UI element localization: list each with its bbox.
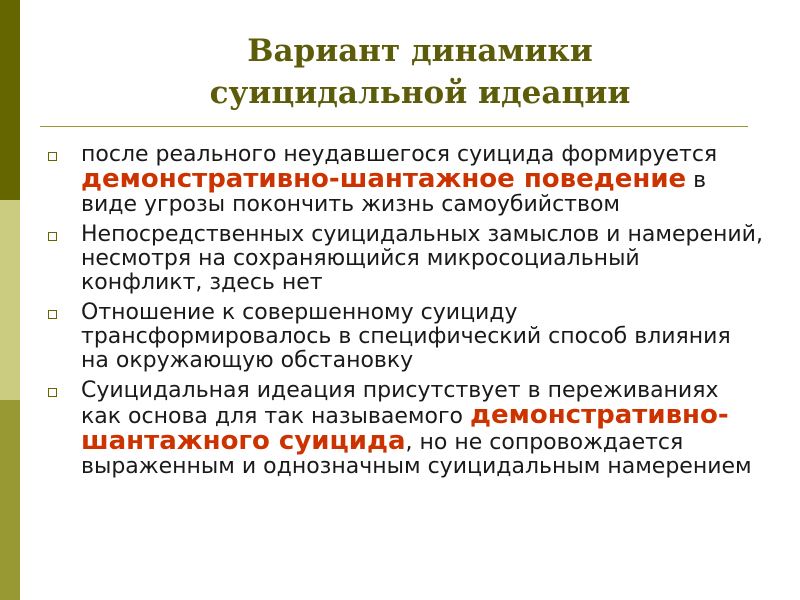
bullet-highlight: демонстративно-шантажного суицида [81, 400, 729, 456]
side-bar-top [0, 0, 20, 200]
bullet-item [44, 143, 764, 217]
bullet-list [44, 143, 764, 485]
bullet-highlight: демонстративно-шантажное поведение [81, 164, 687, 194]
hollow-square-bullet-icon [48, 232, 57, 241]
bullet-item [44, 301, 764, 373]
hollow-square-bullet-icon [48, 310, 57, 319]
bullet-text: Суицидальная идеация присутствует в переживаниях как основа для так называемого [81, 378, 719, 429]
side-bar-middle [0, 200, 20, 400]
bullet-text: после реального неудавшегося суицида формируется [81, 142, 718, 167]
side-bar-bottom [0, 400, 20, 600]
bullet-text: , но не сопровождается выраженным и однозначным суицидальным намерением [81, 430, 752, 479]
bullet-text: Отношение к совершенному суициду трансформировалось в специфический способ влияния на окружающую обстановку [81, 300, 731, 373]
slide-title-line-1: Вариант динамики [247, 33, 593, 69]
hollow-square-bullet-icon [48, 152, 57, 161]
hollow-square-bullet-icon [48, 388, 57, 397]
bullet-text: Непосредственных суицидальных замыслов и намерений, несмотря на сохраняющийся микросоциальный конфликт, здесь нет [81, 222, 763, 295]
title-divider [40, 126, 748, 127]
slide-title-line-2: суицидальной идеации [209, 75, 631, 111]
slide-title [40, 30, 800, 114]
bullet-item [44, 379, 764, 479]
bullet-text: в виде угрозы покончить жизнь самоубийством [81, 168, 707, 217]
bullet-item [44, 223, 764, 295]
